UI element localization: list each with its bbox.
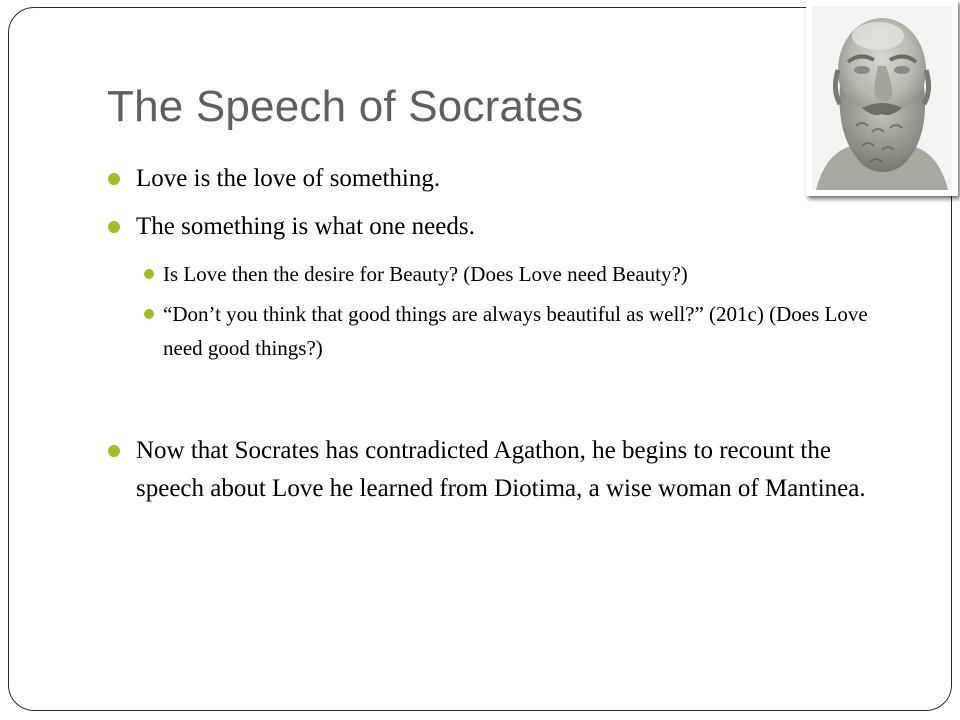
bullet-dot-icon (108, 173, 120, 185)
bullet-dot-icon (108, 445, 120, 457)
bullet-text: Love is the love of something. (136, 165, 441, 192)
list-item (136, 208, 796, 246)
list-item (136, 160, 796, 198)
bullet-text: Now that Socrates has contradicted Agathon, he begins to recount the speech about Love he learned from Diotima, a wise woman of Mantinea. (136, 437, 866, 502)
bullet-text: The something is what one needs. (136, 213, 475, 240)
bullet-text: Is Love then the desire for Beauty? (Does Love need Beauty?) (163, 262, 688, 286)
bullet-dot-icon (144, 309, 154, 319)
list-item (136, 432, 876, 508)
bullet-dot-icon (144, 269, 154, 279)
slide-title: The Speech of Socrates (107, 82, 584, 131)
bullet-text: “Don’t you think that good things are always beautiful as well?” (201c) (Does Love need good things?) (163, 302, 868, 360)
bullet-dot-icon (108, 221, 120, 233)
list-item (163, 257, 913, 291)
list-item (163, 297, 903, 365)
